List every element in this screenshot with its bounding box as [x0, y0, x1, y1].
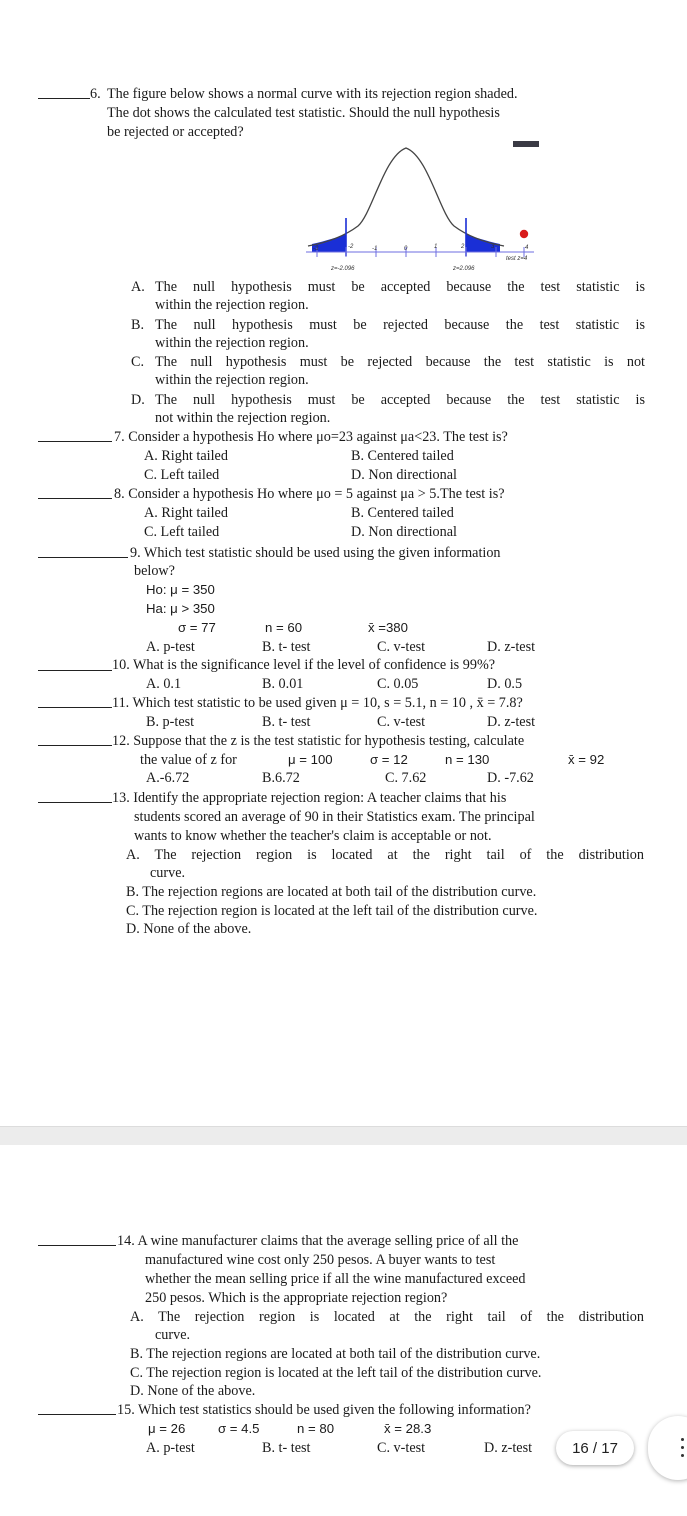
question-12-option-a: A.-6.72 [146, 770, 190, 786]
test-statistic-label: test z=4 [506, 256, 528, 262]
option-text: The null hypothesis must be accepted because the test statistic is [155, 392, 645, 408]
grip-dot [681, 1438, 684, 1441]
grip-dot [681, 1454, 684, 1457]
question-13-stem-line: 13. Identify the appropriate rejection region: A teacher claims that his [112, 790, 507, 806]
answer-blank-14[interactable] [38, 1245, 116, 1246]
tick-label: 0 [404, 246, 408, 252]
question-9-option-d: D. z-test [487, 639, 536, 655]
question-12-option-b: B.6.72 [262, 770, 300, 786]
tick-label: 2 [461, 244, 465, 250]
tick-label: -3 [313, 246, 319, 252]
question-9-stem-line: below? [134, 563, 175, 579]
test-statistic-dot [520, 230, 528, 238]
question-7-option-d: D. Non directional [351, 467, 457, 483]
question-14-option-a: A. The rejection region is located at the right tail of the distribution [130, 1309, 644, 1325]
option-letter: C. [131, 354, 145, 370]
question-15-option-d: D. z-test [484, 1440, 533, 1456]
grip-dot [681, 1446, 684, 1449]
page-indicator: 16 / 17 [556, 1431, 634, 1465]
given-n: n = 130 [445, 752, 490, 767]
answer-blank-15[interactable] [38, 1414, 116, 1415]
option-text: The null hypothesis must be rejected because the test statistic is not [155, 354, 645, 370]
question-11-stem: 11. Which test statistic to be used given μ = 10, s = 5.1, n = 10 , x̄ = 7.8? [112, 695, 523, 711]
question-11-option-c: C. v-test [377, 714, 426, 730]
given-sample-mean: x̄ =380 [368, 620, 408, 635]
option-text: within the rejection region. [155, 372, 309, 388]
option-text: The null hypothesis must be accepted because the test statistic is [155, 279, 645, 295]
question-8-option-b: B. Centered tailed [351, 505, 454, 521]
question-11-option-d: D. z-test [487, 714, 536, 730]
question-7-stem: 7. Consider a hypothesis Ho where μo=23 against μa<23. The test is? [114, 429, 508, 445]
left-critical-label: z=-2.096 [331, 266, 355, 272]
question-9-option-b: B. t- test [262, 639, 311, 655]
question-13-option-d: D. None of the above. [126, 921, 252, 937]
question-12-stem: 12. Suppose that the z is the test statistic for hypothesis testing, calculate [112, 733, 525, 749]
question-15-option-b: B. t- test [262, 1440, 311, 1456]
question-13-option-a: A. The rejection region is located at the right tail of the distribution [126, 847, 644, 863]
question-6-stem-line: be rejected or accepted? [107, 124, 244, 140]
normal-curve-figure [300, 136, 550, 276]
question-14-stem-line: manufactured wine cost only 250 pesos. A buyer wants to test [145, 1252, 496, 1268]
tick-label: 1 [434, 244, 438, 250]
question-14-option-b: B. The rejection regions are located at both tail of the distribution curve. [130, 1346, 541, 1362]
question-10-option-a: A. 0.1 [146, 676, 182, 692]
given-sigma: σ = 12 [370, 752, 408, 767]
option-letter: B. [131, 317, 145, 333]
question-8-option-c: C. Left tailed [144, 524, 220, 540]
question-7-option-a: A. Right tailed [144, 448, 228, 464]
page-separator [0, 1126, 687, 1145]
question-14-option-a-cont: curve. [155, 1327, 191, 1343]
question-8-option-a: A. Right tailed [144, 505, 228, 521]
question-15-option-c: C. v-test [377, 1440, 426, 1456]
question-14-option-c: C. The rejection region is located at the left tail of the distribution curve. [130, 1365, 542, 1381]
question-13-stem-line: wants to know whether the teacher's claim is acceptable or not. [134, 828, 492, 844]
question-10-option-d: D. 0.5 [487, 676, 523, 692]
question-15-stem: 15. Which test statistics should be used given the following information? [117, 1402, 531, 1418]
question-11-option-a: B. p-test [146, 714, 195, 730]
alternative-hypothesis: Ha: μ > 350 [146, 601, 215, 616]
answer-blank-8[interactable] [38, 498, 112, 499]
question-14-stem-line: 14. A wine manufacturer claims that the average selling price of all the [117, 1233, 519, 1249]
question-13-option-c: C. The rejection region is located at the left tail of the distribution curve. [126, 903, 538, 919]
question-9-stem-line: 9. Which test statistic should be used using the given information [130, 545, 501, 561]
question-9-option-c: C. v-test [377, 639, 426, 655]
given-mu: μ = 26 [148, 1421, 186, 1436]
answer-blank-10[interactable] [38, 670, 112, 671]
given-sigma: σ = 4.5 [218, 1421, 260, 1436]
question-10-option-b: B. 0.01 [262, 676, 304, 692]
right-critical-label: z=2.096 [453, 266, 475, 272]
question-14-stem-line: 250 pesos. Which is the appropriate rejection region? [145, 1290, 448, 1306]
given-sample-mean: x̄ = 92 [568, 752, 605, 767]
given-sigma: σ = 77 [178, 620, 216, 635]
tick-label: -2 [348, 244, 354, 250]
question-15-option-a: A. p-test [146, 1440, 195, 1456]
option-text: not within the rejection region. [155, 410, 331, 426]
question-10-stem: 10. What is the significance level if the level of confidence is 99%? [112, 657, 496, 673]
answer-blank-7[interactable] [38, 441, 112, 442]
answer-blank-13[interactable] [38, 802, 112, 803]
option-letter: D. [131, 392, 145, 408]
tick-label: -1 [372, 246, 378, 252]
normal-curve [308, 148, 504, 246]
question-8-stem: 8. Consider a hypothesis Ho where μo = 5 against μa > 5.The test is? [114, 486, 505, 502]
question-14-stem-line: whether the mean selling price if all the wine manufactured exceed [145, 1271, 526, 1287]
question-13-stem-line: students scored an average of 90 in their Statistics exam. The principal [134, 809, 535, 825]
question-14-option-d: D. None of the above. [130, 1383, 256, 1399]
answer-blank-11[interactable] [38, 707, 112, 708]
tick-label: 3 [491, 244, 495, 250]
question-8-option-d: D. Non directional [351, 524, 457, 540]
question-10-option-c: C. 0.05 [377, 676, 419, 692]
answer-blank-9[interactable] [38, 557, 128, 558]
question-6-stem-line: The figure below shows a normal curve with its rejection region shaded. [107, 86, 518, 102]
question-12-given-label: the value of z for [140, 752, 237, 768]
question-7-option-c: C. Left tailed [144, 467, 220, 483]
null-hypothesis: Ho: μ = 350 [146, 582, 215, 597]
question-7-option-b: B. Centered tailed [351, 448, 454, 464]
question-13-option-a-cont: curve. [150, 865, 186, 881]
answer-blank-12[interactable] [38, 745, 112, 746]
figure-corner-mark [513, 141, 539, 147]
given-n: n = 80 [297, 1421, 335, 1436]
question-6-stem-line: The dot shows the calculated test statistic. Should the null hypothesis [107, 105, 500, 121]
given-sample-mean: x̄ = 28.3 [384, 1421, 432, 1436]
option-text: within the rejection region. [155, 297, 309, 313]
given-n: n = 60 [265, 620, 303, 635]
question-12-option-d: D. -7.62 [487, 770, 534, 786]
question-13-option-b: B. The rejection regions are located at both tail of the distribution curve. [126, 884, 537, 900]
question-9-option-a: A. p-test [146, 639, 195, 655]
question-12-option-c: C. 7.62 [385, 770, 427, 786]
question-11-option-b: B. t- test [262, 714, 311, 730]
option-text: The null hypothesis must be rejected because the test statistic is [155, 317, 645, 333]
question-6-number: 6. [90, 86, 101, 102]
option-letter: A. [131, 279, 145, 295]
tick-label: 4 [525, 245, 529, 251]
answer-blank-6[interactable] [38, 98, 90, 99]
given-mu: μ = 100 [288, 752, 333, 767]
option-text: within the rejection region. [155, 335, 309, 351]
